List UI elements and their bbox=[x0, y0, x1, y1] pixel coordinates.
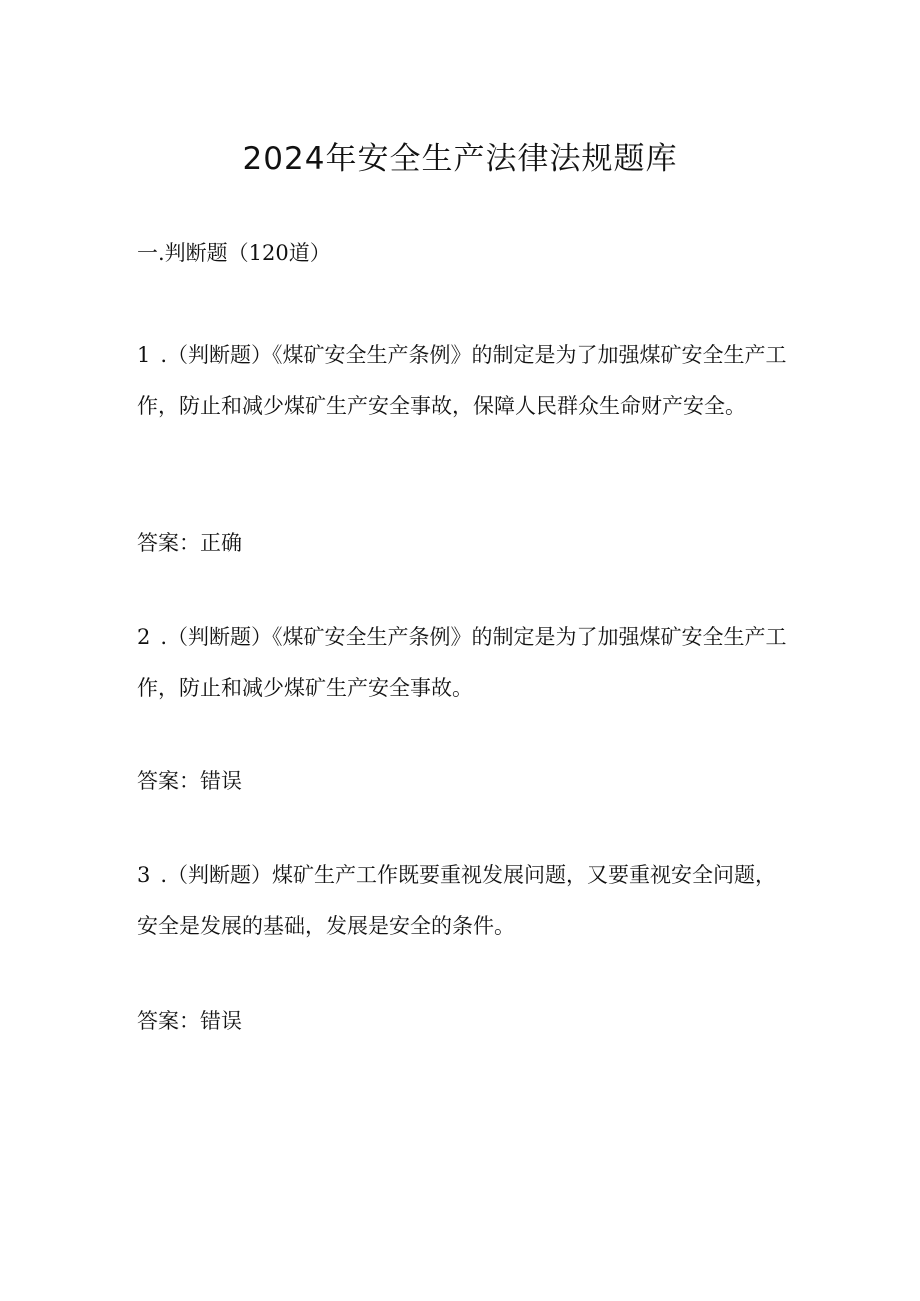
answer-text: 答案：错误 bbox=[137, 769, 242, 793]
section-heading: 一.判断题（120道） bbox=[137, 241, 331, 265]
question-text: .（判断题）煤矿生产工作既要重视发展问题，又要重视安全问题，安全是发展的基础，发展是安全的条件。 bbox=[137, 863, 777, 938]
question-number: 1 bbox=[137, 343, 151, 367]
answer-text: 答案：错误 bbox=[137, 1009, 242, 1033]
page-title: 2024年安全生产法律法规题库 bbox=[242, 141, 678, 177]
question-item bbox=[137, 330, 787, 432]
question-text: .（判断题）《煤矿安全生产条例》的制定是为了加强煤矿安全生产工作，防止和减少煤矿生产安全事故，保障人民群众生命财产安全。 bbox=[137, 343, 787, 418]
question-number: 2 bbox=[137, 625, 151, 649]
question-number: 3 bbox=[137, 863, 151, 887]
question-item bbox=[137, 850, 787, 952]
answer-text: 答案：正确 bbox=[137, 531, 242, 555]
question-item bbox=[137, 612, 787, 714]
question-text: .（判断题）《煤矿安全生产条例》的制定是为了加强煤矿安全生产工作，防止和减少煤矿生产安全事故。 bbox=[137, 625, 787, 700]
